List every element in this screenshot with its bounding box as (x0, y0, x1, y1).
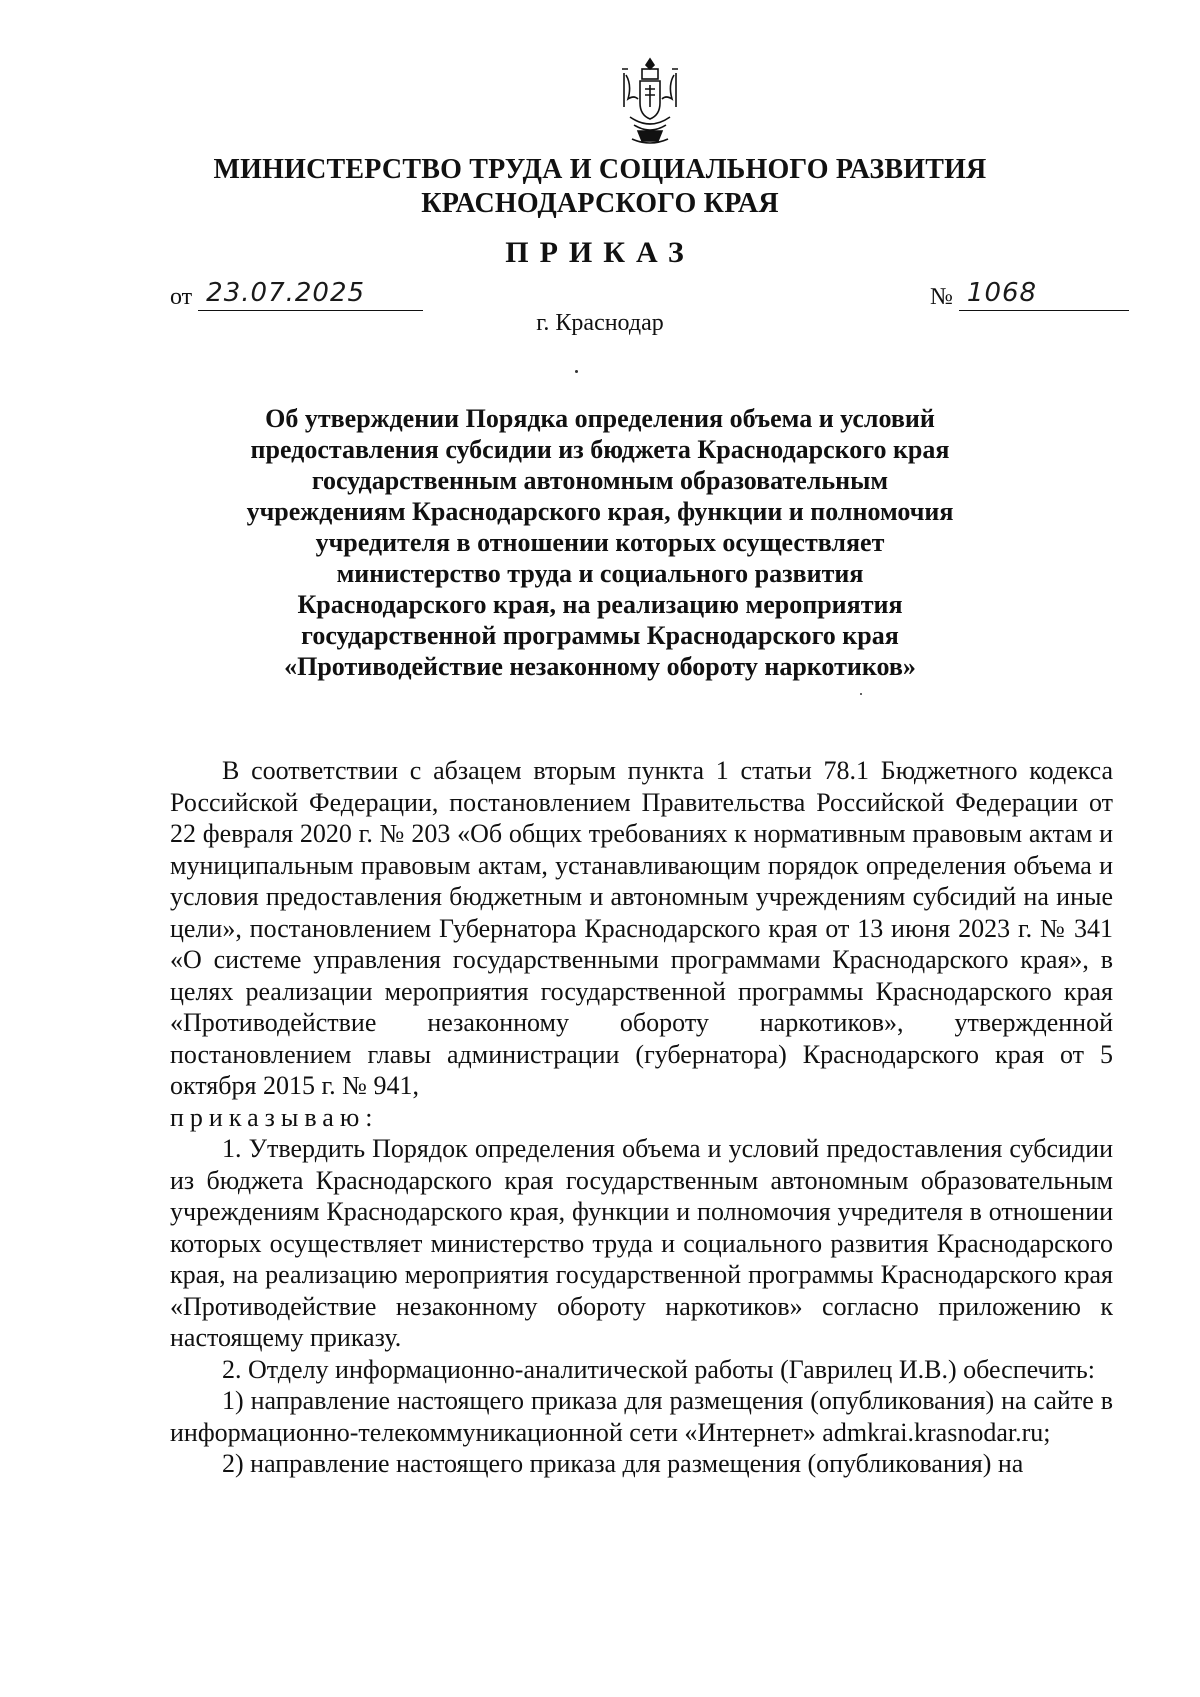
date-prefix: от (170, 284, 193, 310)
date-field (170, 278, 423, 311)
paragraph-item-2: 2. Отделу информационно-аналитической работы (Гаврилец И.В.) обеспечить: (222, 1354, 1095, 1384)
handwritten-date: 23.07.2025 (206, 278, 366, 308)
number-line (959, 278, 1129, 311)
date-line (198, 278, 423, 311)
paragraph-item-1: 1. Утвердить Порядок определения объема и условий предоставления субсидии из бюджета Краснодарского края государственным автономным образовательным учреждениям Краснодарского края, функции и полномочия учредителя в отношении которых осуществляет министерство труда и социального развития Краснодарского края, на реализацию мероприятия государственной программы Краснодарского края «Противодействие незаконному обороту наркотиков» согласно приложению к настоящему приказу. (170, 1134, 1113, 1352)
paragraph-subitem-1: 1) направление настоящего приказа для размещения (опубликования) на сайте в информационно-телекоммуникационной сети «Интернет» admkrai.krasnodar.ru; (170, 1386, 1113, 1447)
scan-speck (860, 693, 862, 695)
number-prefix: № (930, 284, 953, 310)
paragraph-preamble (170, 755, 1113, 1102)
document-body (170, 755, 1113, 1480)
ministry-name-line1: МИНИСТЕРСТВО ТРУДА И СОЦИАЛЬНОГО РАЗВИТИЯ (213, 154, 987, 185)
coat-of-arms-icon (618, 55, 682, 151)
paragraph-subitem-2: 2) направление настоящего приказа для размещения (опубликования) на (222, 1449, 1024, 1478)
document-title: Об утверждении Порядка определения объема и условий предоставления субсидии из бюджета Краснодарского края государственным автономным образовательным учреждениям Краснодарского края, функции и полномочия учредителя в отношении которых осуществляет министерство труда и социального развития Краснодарского края, на реализацию мероприятия государственной программы Краснодарского края «Противодействие незаконному обороту наркотиков» (246, 404, 954, 681)
document-type: ПРИКАЗ (505, 236, 695, 269)
scan-speck (575, 370, 578, 373)
order-word-line (170, 1102, 1113, 1134)
ministry-name-line2: КРАСНОДАРСКОГО КРАЯ (421, 188, 779, 219)
number-field (930, 278, 1129, 311)
order-word: приказываю: (170, 1102, 379, 1132)
city: г. Краснодар (536, 310, 664, 336)
handwritten-number: 1068 (966, 278, 1038, 308)
preamble-text: В соответствии с абзацем вторым пункта 1 статьи 78.1 Бюджетного кодекса Российской Федерации, постановлением Правительства Российской Федерации от 22 февраля 2020 г. № 203 «Об общих требованиях к нормативным правовым актам и муниципальным правовым актам, устанавливающим порядок определения объема и условия предоставления бюджетным и автономным учреждениям субсидий на иные цели», постановлением Губернатора Краснодарского края от 13 июня 2023 г. № 341 «О системе управления государственными программами Краснодарского края», в целях реализации мероприятия государственной программы Краснодарского края «Противодействие незаконному обороту наркотиков», утвержденной постановлением главы администрации (губернатора) Краснодарского края от 5 октября 2015 г. № 941, (170, 756, 1113, 1100)
